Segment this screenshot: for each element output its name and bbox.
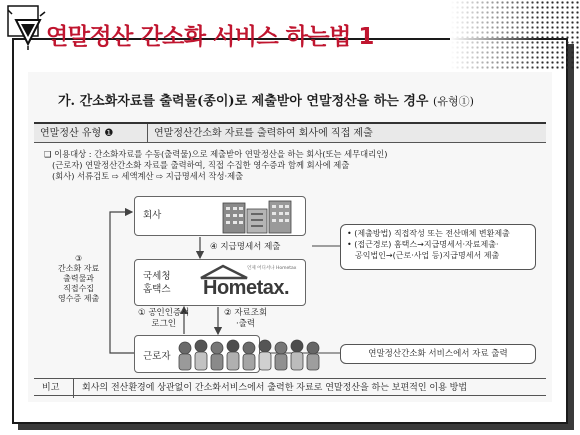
- note-line: ❑ 이용대상 : 간소화자료를 수동(출력물)으로 제출받아 연말정산을 하는 회사(또는 세무대리인): [44, 149, 388, 159]
- people-crowd-icon: [175, 336, 325, 372]
- footer-value: 회사의 전산환경에 상관없이 간소화서비스에서 출력한 자료로 연말정산을 하는 보편적인 이용 방법: [82, 383, 468, 393]
- nts-box: [134, 259, 306, 306]
- note-right-line: • (접근경로) 홈택스→지급명세서·자료제출·: [347, 240, 499, 249]
- doc-heading-text: 가. 간소화자료를 출력물(종이)로 제출받아 연말정산을 하는 경우: [58, 94, 429, 109]
- doc-heading: [58, 90, 474, 109]
- note-line: (회사) 서류검토 ⇨ 세액계산 ⇨ 지급명세서 작성·제출: [52, 171, 244, 181]
- type-label: 연말정산 유형 ❶: [34, 124, 148, 143]
- step3-label: [58, 254, 99, 304]
- nts-label-line1: 국세청: [143, 271, 171, 282]
- step4-label: ④ 지급명세서 제출: [210, 242, 281, 252]
- hometax-logo: Hometax.: [203, 277, 290, 299]
- step2-line: ② 자료조회: [224, 308, 268, 318]
- step3-line: ③: [75, 254, 83, 263]
- company-box: [134, 196, 306, 236]
- nts-label-line2: 홈택스: [143, 284, 171, 295]
- step3-line: 직접수집: [63, 284, 95, 293]
- building-icon: [221, 199, 293, 235]
- process-table: [34, 122, 546, 396]
- employee-box: [134, 335, 260, 373]
- table-footer-row: [34, 378, 546, 397]
- company-label: 회사: [143, 210, 162, 221]
- step3-line: 영수증 제출: [58, 294, 100, 303]
- step3-line: 출력물과: [63, 274, 95, 283]
- step1-line: 로그인: [151, 319, 177, 329]
- step1-label: [138, 308, 189, 330]
- note-bottom-text: 연말정산간소화 서비스에서 자료 출력: [368, 349, 508, 359]
- employee-label: 근로자: [143, 351, 171, 362]
- footer-key: 비고: [34, 379, 74, 398]
- document-image: [28, 72, 552, 402]
- slide-title: 연말정산 간소화 서비스 하는법 1: [46, 24, 374, 50]
- submission-method-note: [340, 224, 536, 270]
- step2-line: ·출력: [236, 319, 256, 329]
- dotted-pattern-fade: [450, 0, 580, 70]
- note-right-line: 공익법인→(근로·사업 등)지급명세서 제출: [355, 251, 500, 260]
- note-right-line: • (제출방법) 직접작성 또는 전산매체 변환제출: [347, 229, 510, 238]
- type-description: 연말정산간소화 자료를 출력하여 회사에 직접 제출: [154, 128, 373, 139]
- doc-heading-type: (유형①): [433, 95, 474, 108]
- step3-line: 간소화 자료: [58, 264, 100, 273]
- note-line: (근로자) 연말정산간소화 자료를 출력하여, 직접 수집한 영수증과 함께 회사에 제출: [52, 160, 350, 170]
- step1-line: ① 공인인증서: [138, 308, 190, 318]
- output-data-note: [340, 344, 536, 364]
- triangle-sparkle-icon: [6, 4, 46, 50]
- step2-label: [224, 308, 267, 330]
- hometax-small-text: 언제 어디서나 Hometax: [247, 266, 297, 271]
